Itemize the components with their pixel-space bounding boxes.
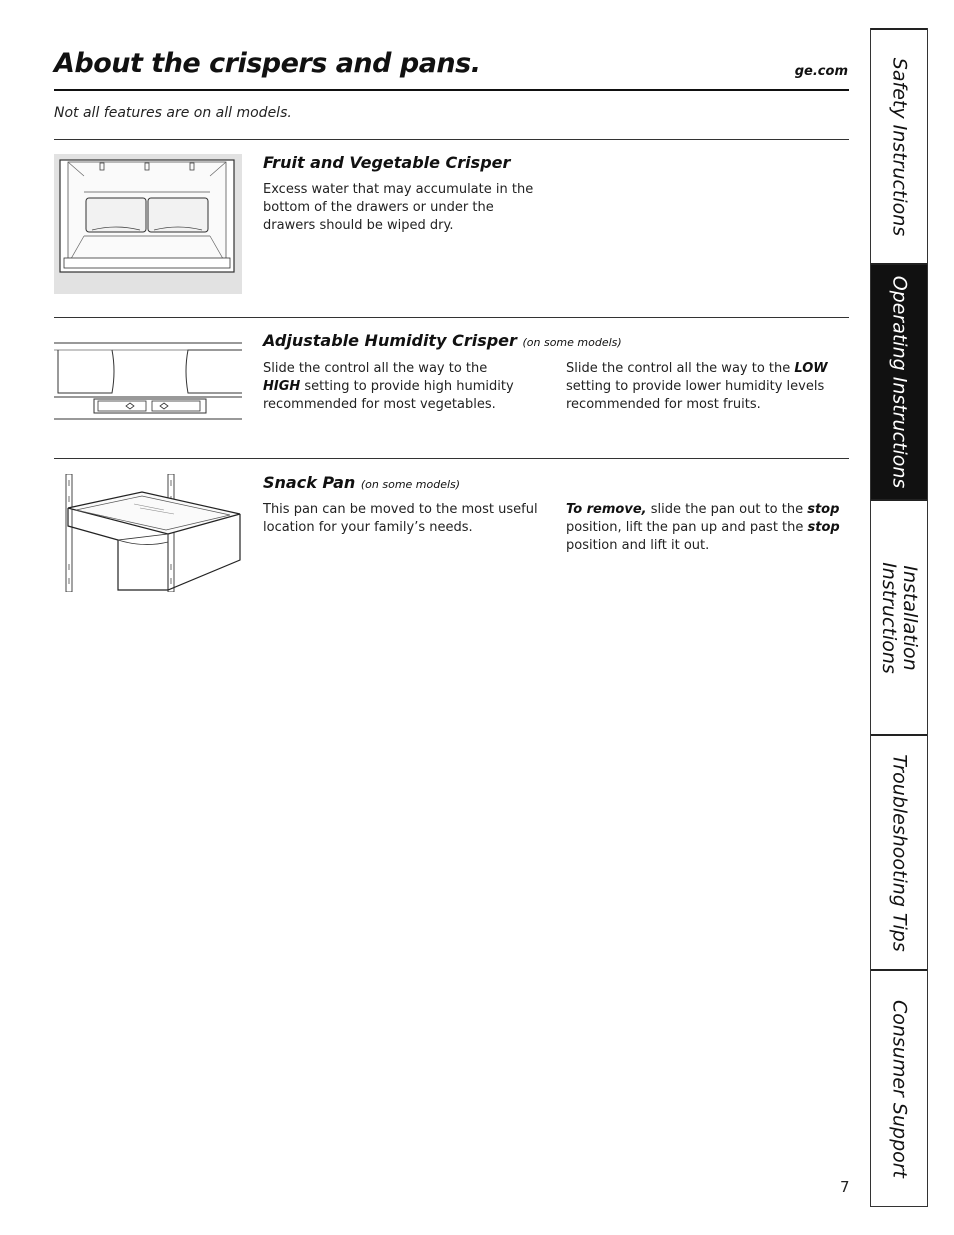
stop-label: stop xyxy=(807,502,840,517)
section-divider xyxy=(54,317,849,318)
text-run: slide the pan out to the xyxy=(646,502,808,517)
tab-label: Consumer Support xyxy=(888,999,911,1178)
crisper-drawers-illustration xyxy=(54,154,242,294)
tab-label xyxy=(878,562,920,674)
text-run: setting to provide lower humidity levels recommended for most fruits. xyxy=(566,379,825,412)
to-remove-label: To remove, xyxy=(566,502,647,517)
page-number: 7 xyxy=(840,1178,850,1196)
tab-label-line: Installation xyxy=(899,564,921,671)
tab-label-line: Instructions xyxy=(878,561,900,674)
fruit-vegetable-paragraph: Excess water that may accumulate in the bottom of the drawers or under the drawers should be wiped dry. xyxy=(263,182,534,233)
page-title: About the crispers and pans. xyxy=(54,48,481,79)
humidity-low-paragraph xyxy=(566,360,851,414)
section-tabs xyxy=(870,28,928,1207)
models-note: Not all features are on all models. xyxy=(54,105,292,121)
text-run: position, lift the pan up and past the xyxy=(566,520,808,535)
site-link[interactable]: ge.com xyxy=(794,64,848,79)
snack-pan-illustration xyxy=(54,474,242,592)
heading-text: Fruit and Vegetable Crisper xyxy=(263,153,511,172)
low-setting-label: LOW xyxy=(794,361,828,376)
humidity-high-paragraph xyxy=(263,360,548,414)
text-run: Slide the control all the way to the xyxy=(263,361,488,376)
section-heading-humidity-crisper xyxy=(263,331,622,350)
snack-pan-remove-paragraph xyxy=(566,501,851,555)
tab-label: Safety Instructions xyxy=(888,57,911,236)
snack-pan-paragraph: This pan can be moved to the most useful location for your family’s needs. xyxy=(263,502,538,535)
tab-consumer-support[interactable] xyxy=(871,969,927,1206)
section-divider xyxy=(54,139,849,140)
stop-label: stop xyxy=(807,520,840,535)
heading-text: Adjustable Humidity Crisper xyxy=(263,331,517,350)
text-run: setting to provide high humidity recommended for most vegetables. xyxy=(263,379,514,412)
high-setting-label: HIGH xyxy=(263,379,301,394)
text-run: position and lift it out. xyxy=(566,538,710,553)
text-run: Slide the control all the way to the xyxy=(566,361,795,376)
humidity-control-illustration xyxy=(54,333,242,432)
tab-operating-instructions[interactable] xyxy=(871,263,927,499)
section-heading-snack-pan xyxy=(263,473,460,492)
section-heading-fruit-vegetable xyxy=(263,153,510,172)
tab-installation-instructions[interactable] xyxy=(871,499,927,734)
tab-label: Troubleshooting Tips xyxy=(888,753,911,952)
heading-subtext: (on some models) xyxy=(360,478,461,491)
tab-troubleshooting-tips[interactable] xyxy=(871,734,927,969)
heading-subtext: (on some models) xyxy=(522,336,622,349)
tab-safety-instructions[interactable] xyxy=(871,28,927,263)
title-divider xyxy=(54,89,849,91)
heading-text: Snack Pan xyxy=(263,473,356,492)
tab-label: Operating Instructions xyxy=(888,275,911,489)
section-divider xyxy=(54,458,849,459)
